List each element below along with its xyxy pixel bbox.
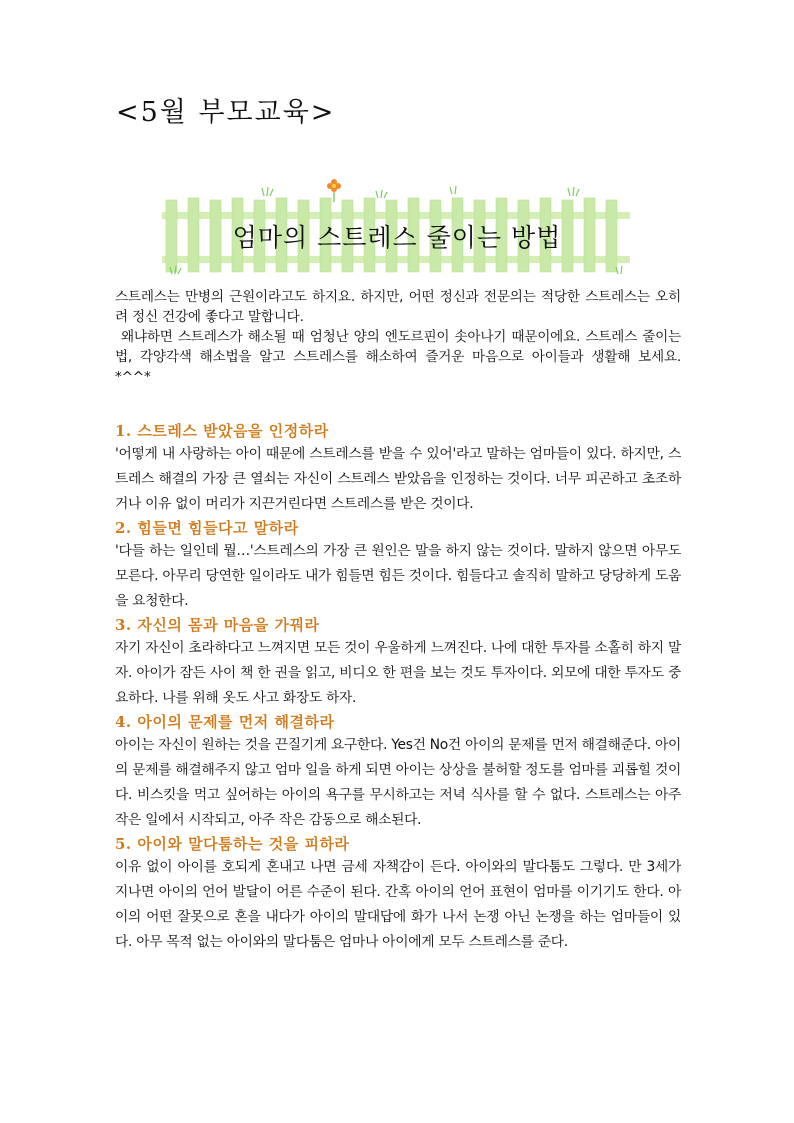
- section-2: [115, 517, 681, 614]
- page-title: <5월 부모교육>: [116, 97, 336, 128]
- document-body: [115, 287, 681, 955]
- section-paragraph: 이유 없이 아이를 호되게 혼내고 나면 금세 자책감이 든다. 아이와의 말다툼도 그렇다. 만 3세가 지나면 아이의 언어 발달이 어른 수준이 된다. 간혹 아이의 언어 표현이 엄마를 이기기도 한다. 아이의 어떤 잘못으로 혼을 내다가 아이의 말대답에 화가 나서 논쟁 아닌 논쟁을 하는 엄마들이 있다. 아무 목적 없는 아이와의 말다툼은 엄마나 아이에게 모두 스트레스를 준다.: [115, 859, 681, 950]
- section-3: [115, 614, 681, 711]
- intro: [115, 287, 681, 387]
- section-heading: 3. 자신의 몸과 마음을 가꿔라: [115, 616, 320, 634]
- intro-paragraph-2: 왜냐하면 스트레스가 해소될 때 엄청난 양의 엔도르핀이 솟아나기 때문이에요. 스트레스 줄이는 법, 각양각색 해소법을 알고 스트레스를 해소하여 즐거운 마음으로 아이들과 생활해 보세요. *^^*: [115, 329, 681, 385]
- intro-paragraph-1: 스트레스는 만병의 근원이라고도 하지요. 하지만, 어떤 정신과 전문의는 적당한 스트레스는 오히려 정신 건강에 좋다고 말합니다.: [115, 289, 681, 325]
- section-paragraph: 아이는 자신이 원하는 것을 끈질기게 요구한다. Yes건 No건 아이의 문제를 먼저 해결해준다. 아이의 문제를 해결해주지 않고 엄마 일을 하게 되면 아이는 상상을 불허할 정도를 엄마를 괴롭힐 것이다. 비스킷을 먹고 싶어하는 아이의 욕구를 무시하고는 저녁 식사를 할 수 없다. 스트레스는 아주 작은 일에서 시작되고, 아주 작은 감동으로 해소된다.: [115, 737, 681, 828]
- section-paragraph: '다들 하는 일인데 뭘…'스트레스의 가장 큰 원인은 말을 하지 않는 것이다. 말하지 않으면 아무도 모른다. 아무리 당연한 일이라도 내가 힘들면 힘든 것이다. 힘들다고 솔직히 말하고 당당하게 도움을 요청한다.: [115, 543, 681, 609]
- section-paragraph: '어떻게 내 사랑하는 아이 때문에 스트레스를 받을 수 있어'라고 말하는 엄마들이 있다. 하지만, 스트레스 해결의 가장 큰 열쇠는 자신이 스트레스 받았음을 인정하는 것이다. 너무 피곤하고 초조하거나 이유 없이 머리가 지끈거린다면 스트레스를 받은 것이다.: [115, 446, 681, 512]
- banner: [152, 178, 642, 278]
- section-heading: 2. 힘들면 힘들다고 말하라: [115, 519, 299, 537]
- section-1: [115, 420, 681, 517]
- banner-title: 엄마의 스트레스 줄이는 방법: [232, 223, 562, 252]
- section-paragraph: 자기 자신이 초라하다고 느껴지면 모든 것이 우울하게 느껴진다. 나에 대한 투자를 소홀히 하지 말자. 아이가 잠든 사이 책 한 권을 읽고, 비디오 한 편을 보는 것도 투자이다. 외모에 대한 투자도 중요하다. 나를 위해 옷도 사고 화장도 하자.: [115, 640, 681, 706]
- section-4: [115, 711, 681, 833]
- section-5: [115, 833, 681, 955]
- section-heading: 4. 아이의 문제를 먼저 해결하라: [115, 713, 335, 731]
- section-heading: 1. 스트레스 받았음을 인정하라: [115, 422, 329, 440]
- section-heading: 5. 아이와 말다툼하는 것을 피하라: [115, 835, 350, 853]
